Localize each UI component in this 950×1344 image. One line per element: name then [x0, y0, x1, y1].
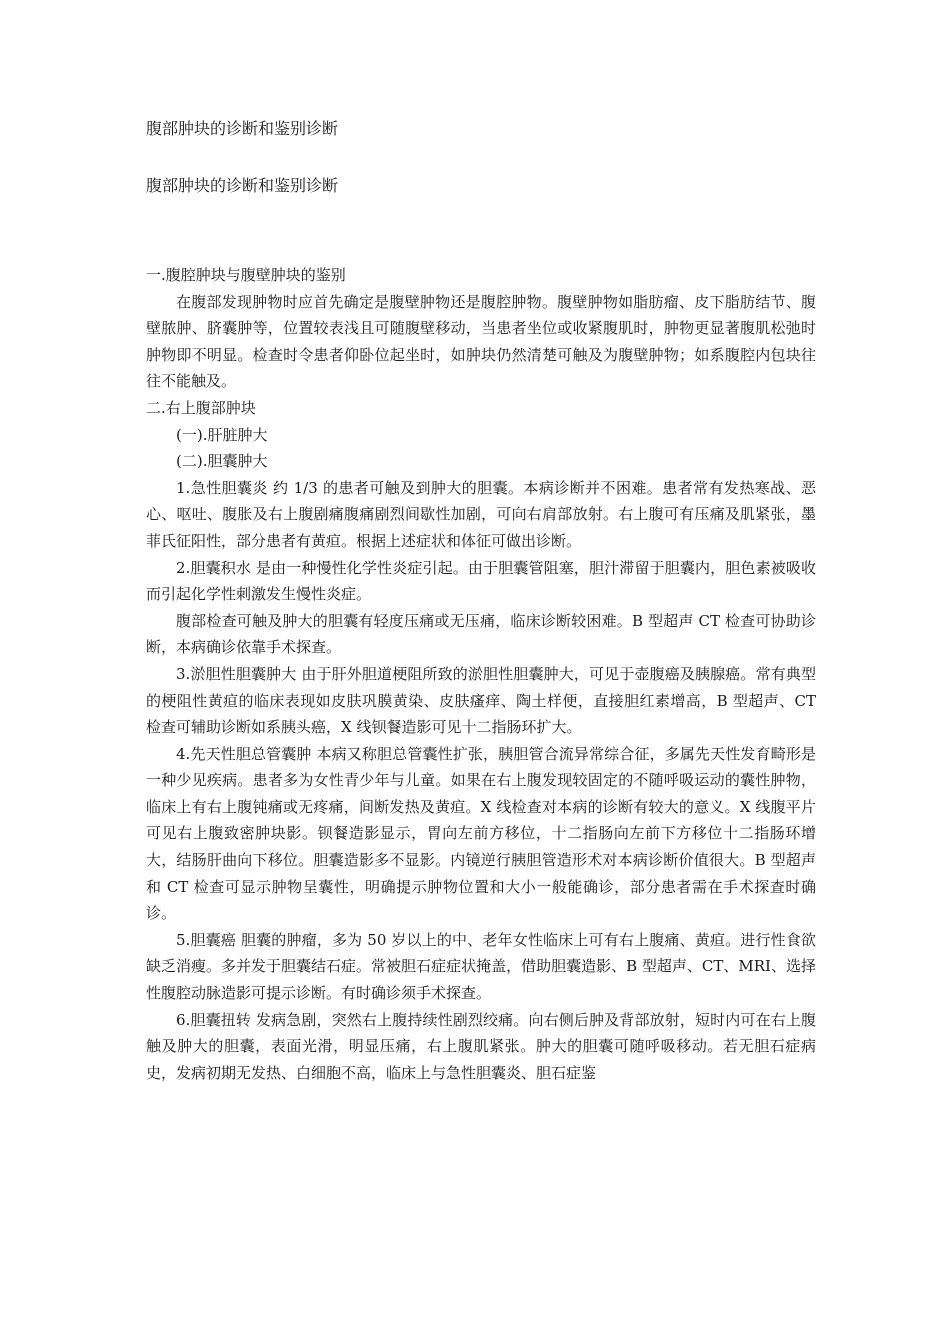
subsection-heading: (一).肝脏肿大	[176, 425, 268, 444]
paragraph: 4.先天性胆总管囊肿 本病又称胆总管囊性扩张，胰胆管合流异常综合征，多属先天性发育畸形是一种少见疾病。患者多为女性青少年与儿童。如果在右上腹发现较固定的不随呼吸运动的囊性肿物，临床上有右上腹钝痛或无疼痛，间断发热及黄疸。X 线检查对本病的诊断有较大的意义。X 线腹平片可见右上腹致密肿块影。钡餐造影显示，胃向左前方移位，十二指肠向左前下方移位十二指肠环增大，结肠肝曲向下移位。胆囊造影多不显影。内镜逆行胰胆管造形术对本病诊断价值很大。B 型超声和 CT 检查可显示肿物呈囊性，明确提示肿物位置和大小一般能确诊，部分患者需在手术探查时确诊。	[146, 744, 816, 923]
subsection-heading: (二).胆囊肿大	[176, 452, 268, 471]
document-title: 腹部肿块的诊断和鉴别诊断	[146, 119, 339, 138]
document-subtitle: 腹部肿块的诊断和鉴别诊断	[146, 176, 339, 195]
paragraph: 6.胆囊扭转 发病急剧，突然右上腹持续性剧烈绞痛。向右侧后肿及背部放射，短时内可在右上腹触及肿大的胆囊，表面光滑，明显压痛，右上腹肌紧张。肿大的胆囊可随呼吸移动。若无胆石症病史，发病初期无发热、白细胞不高，临床上与急性胆囊炎、胆石症鉴	[146, 1010, 816, 1082]
section-heading: 二.右上腹部肿块	[146, 398, 256, 417]
section-heading: 一.腹腔肿块与腹壁肿块的鉴别	[146, 266, 346, 284]
paragraph: 1.急性胆囊炎 约 1/3 的患者可触及到肿大的胆囊。本病诊断并不困难。患者常有发热寒战、恶心、呕吐、腹胀及右上腹剧痛腹痛剧烈间歇性加剧，可向右肩部放射。右上腹可有压痛及肌紧张，墨菲氏征阳性，部分患者有黄疸。根据上述症状和体征可做出诊断。	[146, 478, 816, 550]
document-body	[146, 262, 816, 1086]
paragraph: 3.淤胆性胆囊肿大 由于肝外胆道梗阻所致的淤胆性胆囊肿大，可见于壶腹癌及胰腺癌。常有典型的梗阻性黄疸的临床表现如皮肤巩膜黄染、皮肤瘙痒、陶土样便，直接胆红素增高，B 型超声、CT 检查可辅助诊断如系胰头癌，X 线钡餐造影可见十二指肠环扩大。	[146, 664, 816, 737]
paragraph: 在腹部发现肿物时应首先确定是腹壁肿物还是腹腔肿物。腹壁肿物如脂肪瘤、皮下脂肪结节、腹壁脓肿、脐囊肿等，位置较表浅且可随腹壁移动，当患者坐位或收紧腹肌时，肿物更显著腹肌松弛时肿物即不明显。检查时令患者仰卧位起坐时，如肿块仍然清楚可触及为腹壁肿物；如系腹腔内包块往往不能触及。	[146, 292, 816, 391]
paragraph: 2.胆囊积水 是由一种慢性化学性炎症引起。由于胆囊管阻塞，胆汁滞留于胆囊内，胆色素被吸收而引起化学性刺激发生慢性炎症。	[146, 558, 816, 604]
paragraph: 腹部检查可触及肿大的胆囊有轻度压痛或无压痛，临床诊断较困难。B 型超声 CT 检查可协助诊断，本病确诊依靠手术探查。	[146, 611, 816, 657]
paragraph: 5.胆囊癌 胆囊的肿瘤，多为 50 岁以上的中、老年女性临床上可有右上腹痛、黄疸。进行性食欲缺乏消瘦。多并发于胆囊结石症。常被胆石症症状掩盖，借助胆囊造影、B 型超声、CT、MRI、选择性腹腔动脉造影可提示诊断。有时确诊须手术探查。	[146, 930, 816, 1003]
